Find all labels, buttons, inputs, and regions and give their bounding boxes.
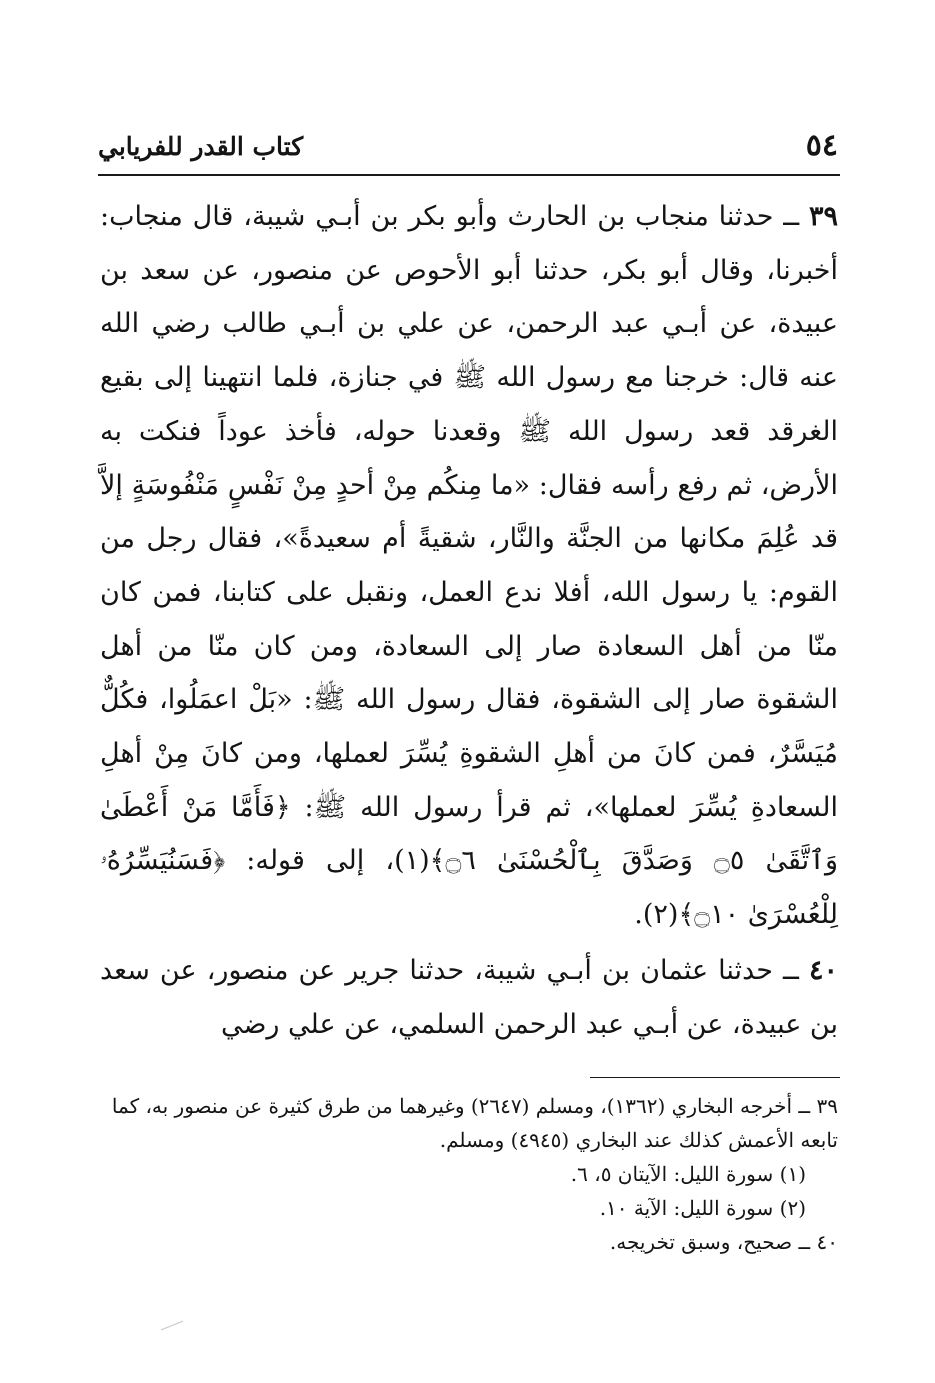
hadith-number: ٤٠ (808, 955, 838, 986)
footnote-40: ٤٠ ــ صحيح، وسبق تخريجه. (609, 1230, 838, 1254)
hadith-text: ــ حدثنا عثمان بن أبـي شيبة، حدثنا جرير عن منصور، عن سعد بن عبيدة، عن أبـي عبد الرحمن السلمي، عن علي رضي (100, 955, 838, 1040)
hadith-39-paragraph (100, 190, 838, 942)
footnote-39: ٣٩ ــ أخرجه البخاري (١٣٦٢)، ومسلم (٢٦٤٧) وغيرهما من طرق كثيرة عن منصور به، كما تابعه الأعمش كذلك عند البخاري (٤٩٤٥) ومسلم. (111, 1094, 838, 1152)
footnote-2: (٢) سورة الليل: الآية ١٠. (599, 1196, 806, 1220)
hadith-40-paragraph (100, 944, 838, 1051)
footnote-1: (١) سورة الليل: الآيتان ٥، ٦. (570, 1162, 806, 1186)
scan-speck (161, 1321, 184, 1331)
footnotes (100, 1089, 838, 1259)
page-number: ٥٤ (805, 128, 838, 163)
book-title: كتاب القدر للفريابي (98, 132, 304, 161)
footnote-divider (590, 1077, 840, 1078)
running-header (98, 128, 840, 176)
hadith-text: ــ حدثنا منجاب بن الحارث وأبو بكر بن أبـي شيبة، قال منجاب: أخبرنا، وقال أبو بكر، حدثنا أبو الأحوص عن منصور، عن سعد بن عبيدة، عن أبـي عبد الرحمن، عن علي بن أبـي طالب رضي الله عنه قال: خرجنا مع رسول الله ﷺ في جنازة، فلما انتهينا إلى بقيع الغرقد قعد رسول الله ﷺ وقعدنا حوله، فأخذ عوداً فنكت به الأرض، ثم رفع رأسه فقال: «ما مِنكُم مِنْ أحدٍ مِنْ نَفْسٍ مَنْفُوسَةٍ إلاَّ قد عُلِمَ مكانها من الجنَّة والنَّار، شقيةً أم سعيدةً»، فقال رجل من القوم: يا رسول الله، أفلا ندع العمل، ونقبل على كتابنا، فمن كان منّا من أهل السعادة صار إلى السعادة، ومن كان منّا من أهل الشقوة صار إلى الشقوة، فقال رسول الله ﷺ: «بَلْ اعمَلُوا، فكُلٌّ مُيَسَّرٌ، فمن كانَ من أهلِ الشقوةِ يُسِّرَ لعملها، ومن كانَ مِنْ أهلِ السعادةِ يُسِّرَ لعملها»، ثم قرأ رسول الله ﷺ: ﴿فَأَمَّا مَنْ أَعْطَىٰ وَٱتَّقَىٰ ۝٥ وَصَدَّقَ بِٱلْحُسْنَىٰ ۝٦﴾(١)، إلى قوله: ﴿فَسَنُيَسِّرُهُۥ لِلْعُسْرَىٰ ۝١٠﴾(٢). (100, 201, 839, 931)
hadith-number: ٣٩ (808, 201, 838, 232)
